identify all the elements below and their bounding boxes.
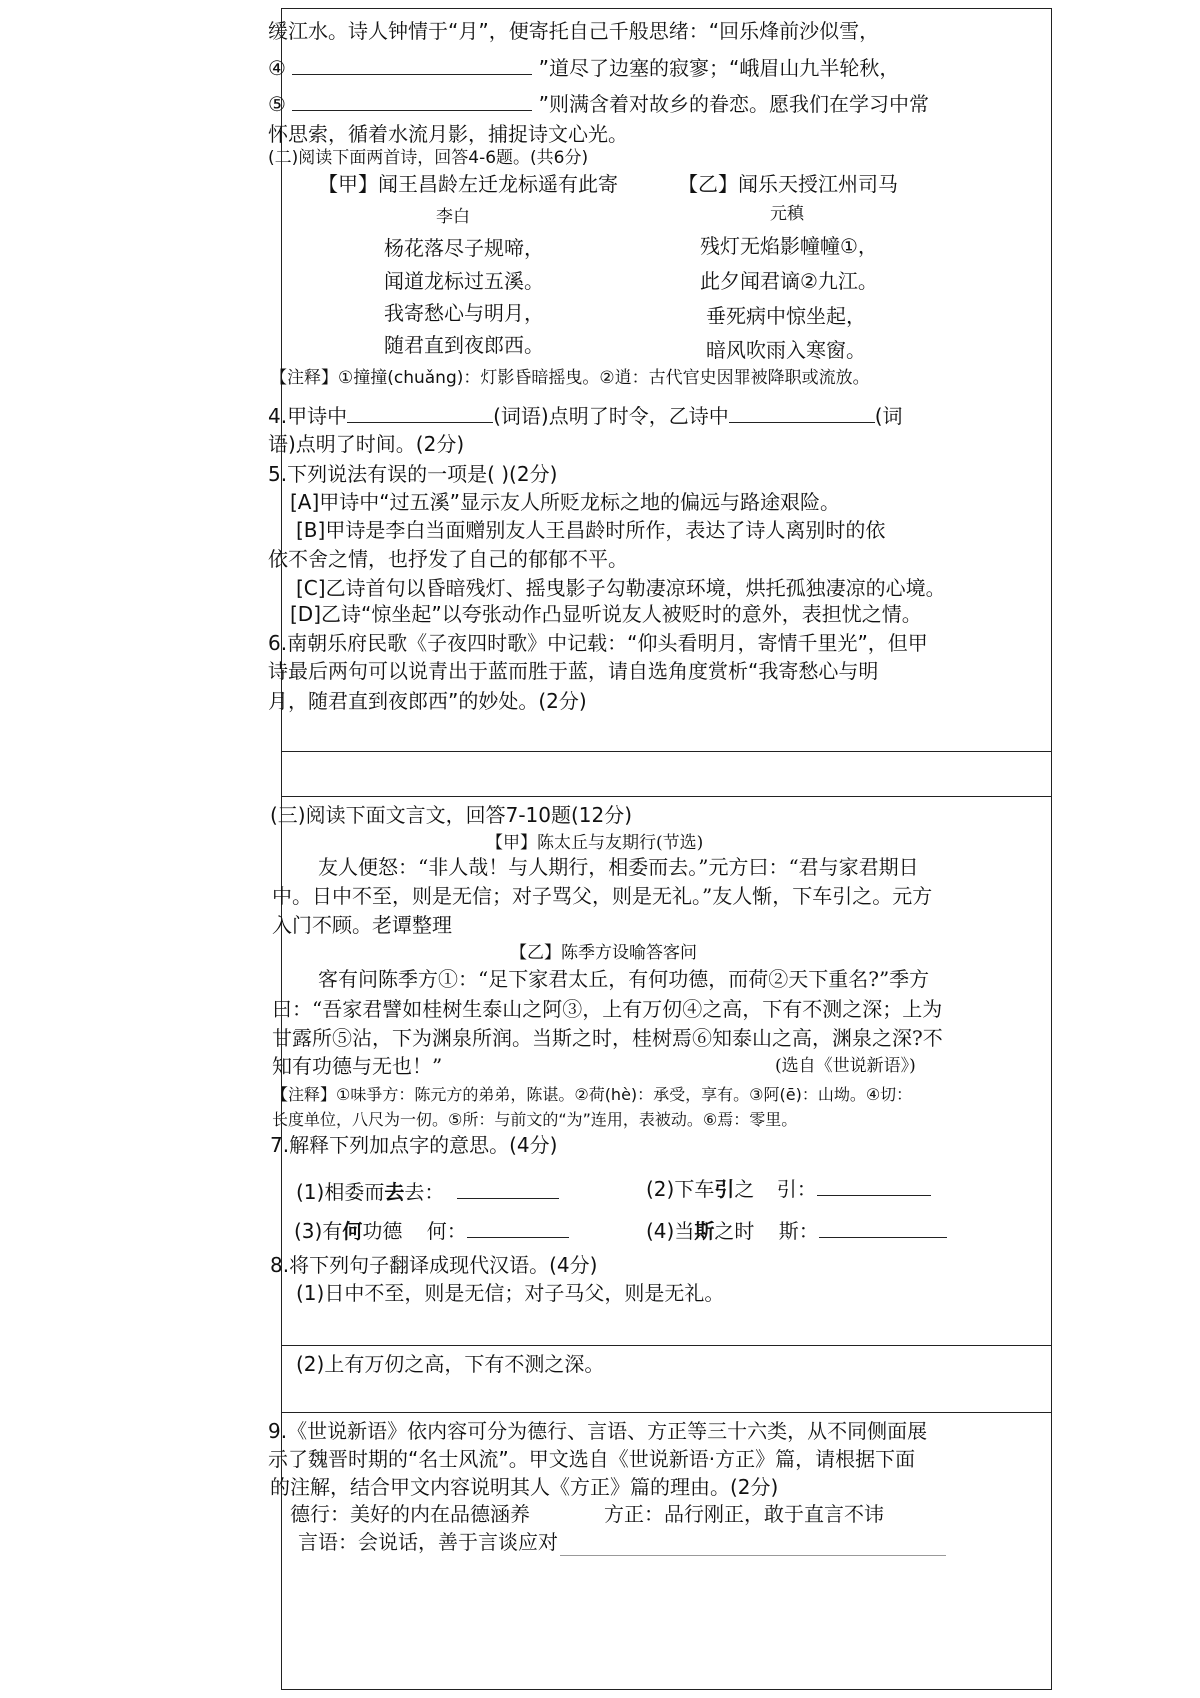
q9-line-1: 9.《世说新语》依内容可分为德行、言语、方正等三十六类，从不同侧面展 [268, 1419, 928, 1443]
poem-b-author: 元稹 [770, 204, 804, 224]
sec2-heading: (二)阅读下面两首诗，回答4-6题。(共6分) [268, 148, 589, 168]
sec3-heading: (三)阅读下面文言文，回答7-10题(12分) [270, 803, 633, 827]
q4-blank-2[interactable] [729, 404, 875, 423]
q7-1-label: 去： [404, 1180, 445, 1204]
poem-a-title: 【甲】闻王昌龄左迁龙标遥有此寄 [318, 172, 618, 196]
q7-3-text: (3)有 [294, 1219, 343, 1243]
text-a-para-1: 友人便怒：“非人哉！与人期行，相委而去。”元方曰：“君与家君期日 [318, 855, 919, 879]
q7-2-label: 引： [776, 1177, 817, 1201]
q5-stem: 5.下列说法有误的一项是( )(2分) [268, 462, 558, 486]
q4-part-b: (词语)点明了时令，乙诗中 [493, 404, 729, 428]
blank-number-4: ④ [268, 56, 286, 80]
q7-2-dotted-char: 引 [714, 1177, 735, 1201]
text-a-title: 【甲】陈太丘与友期行(节选) [486, 833, 704, 853]
q9-def-yanyu: 言语：会说话，善于言谈应对 [298, 1530, 558, 1554]
q8-sentence-1: (1)日中不至，则是无信；对子马父，则是无礼。 [296, 1281, 725, 1305]
sec1-line-3 [268, 92, 929, 116]
q5-option-b-line-2: 依不舍之情，也抒发了自己的郁郁不平。 [268, 547, 628, 571]
sec1-line-1: 缓江水。诗人钟情于“月”，便寄托自己千般思绪：“回乐烽前沙似雪， [268, 19, 880, 43]
poem-b-line-2: 此夕闻君谪②九江。 [700, 269, 878, 293]
q9-line-3: 的注解，结合甲文内容说明其人《方正》篇的理由。(2分) [270, 1475, 779, 1499]
q6-line-3: 月，随君直到夜郎西”的妙处。(2分) [268, 689, 587, 713]
q4-line-2: 语)点明了时间。(2分) [268, 432, 465, 456]
answer-blank-5[interactable] [292, 92, 532, 111]
q9-def-fangzheng: 方正：品行刚正，敢于直言不讳 [604, 1502, 884, 1526]
text-a-para-3: 入门不顾。老谭整理 [272, 913, 452, 937]
poem-a-author: 李白 [436, 207, 470, 227]
q8-1-answer-area[interactable] [283, 1310, 1050, 1344]
text-b-para-3: 甘露所⑤沾，下为渊泉所润。当斯之时，桂树焉⑥知泰山之高，渊泉之深?不 [272, 1026, 943, 1050]
text-b-para-1: 客有问陈季方①：“足下家君太丘，有何功德，而荷②天下重名?”季方 [318, 967, 930, 991]
poem-a-line-3: 我寄愁心与明月， [384, 301, 544, 325]
q7-2-text-tail: 之 [734, 1177, 755, 1201]
q7-2-answer-blank[interactable] [817, 1177, 931, 1196]
q7-item-4 [646, 1219, 947, 1243]
q7-3-label: 何： [426, 1219, 467, 1243]
poem-a-line-1: 杨花落尽子规啼， [384, 236, 544, 260]
q6-line-1: 6.南朝乐府民歌《子夜四时歌》中记载：“仰头看明月，寄情千里光”，但甲 [268, 631, 928, 655]
sec1-line-2 [268, 56, 899, 80]
q4-part-a: 4.甲诗中 [268, 404, 348, 428]
q7-1-answer-blank[interactable] [457, 1180, 559, 1199]
sec1-line-3-tail: ”则满含着对故乡的眷恋。愿我们在学习中常 [538, 92, 930, 116]
q7-4-answer-blank[interactable] [819, 1219, 947, 1238]
q5-option-c[interactable]: [C]乙诗首句以昏暗残灯、摇曳影子勾勒凄凉环境，烘托孤独凄凉的心境。 [296, 576, 946, 600]
divider-3 [281, 1345, 1052, 1346]
answer-blank-4[interactable] [292, 56, 532, 75]
q4-blank-1[interactable] [347, 404, 493, 423]
q7-3-answer-blank[interactable] [467, 1219, 569, 1238]
blank-number-5: ⑤ [268, 92, 286, 116]
q9-answer-line[interactable] [560, 1555, 946, 1556]
sec3-note-line-1: 【注释】①味爭方：陈元方的弟弟，陈谌。②荷(hè)：承受，享有。③阿(ē)：山坳。④切： [272, 1085, 913, 1104]
q7-4-dotted-char: 斯 [694, 1219, 715, 1243]
q5-option-b-line-1[interactable]: [B]甲诗是李白当面赠别友人王昌龄时所作，表达了诗人离别时的依 [296, 518, 886, 542]
q6-answer-area[interactable] [283, 753, 1050, 795]
q7-stem: 7.解释下列加点字的意思。(4分) [270, 1133, 558, 1157]
sec1-line-2-tail: ”道尽了边塞的寂寥；“峨眉山九半轮秋， [538, 56, 900, 80]
q7-item-3 [294, 1219, 569, 1243]
text-b-source: (选自《世说新语》) [775, 1056, 916, 1076]
poem-a-line-2: 闻道龙标过五溪。 [384, 269, 544, 293]
divider-2 [281, 796, 1052, 797]
q4-line-1 [268, 404, 903, 428]
q8-2-answer-area[interactable] [283, 1378, 1050, 1411]
poem-b-line-4: 暗风吹雨入寒窗。 [706, 338, 866, 362]
q7-4-text: (4)当 [646, 1219, 695, 1243]
sec3-note-line-2: 长度单位，八尺为一仞。⑤所：与前文的“为”连用，表被动。⑥焉：零里。 [272, 1110, 798, 1129]
q6-line-2: 诗最后两句可以说青出于蓝而胜于蓝，请自选角度赏析“我寄愁心与明 [268, 659, 879, 683]
poem-a-line-4: 随君直到夜郎西。 [384, 333, 544, 357]
q7-2-text: (2)下车 [646, 1177, 715, 1201]
q7-item-1 [296, 1180, 559, 1204]
q7-3-dotted-char: 何 [342, 1219, 363, 1243]
sec1-line-4: 怀思索，循着水流月影，捕捉诗文心光。 [268, 122, 628, 146]
divider-1 [281, 751, 1052, 752]
q7-3-text-tail: 功德 [362, 1219, 403, 1243]
q7-4-text-tail: 之时 [714, 1219, 755, 1243]
poem-b-line-1: 残灯无焰影幢幢①， [700, 234, 878, 258]
text-b-title: 【乙】陈季方设喻答客问 [510, 943, 697, 963]
sec2-note: 【注释】①撞撞(chuǎng)：灯影昏暗摇曳。②逍：古代官史因罪被降职或流放。 [270, 368, 870, 388]
q5-option-d[interactable]: [D]乙诗“惊坐起”以夸张动作凸显听说友人被贬时的意外，表担忧之情。 [290, 602, 922, 626]
text-b-para-4: 知有功德与无也！” [272, 1054, 443, 1078]
q7-1-dotted-char: 去 [384, 1180, 405, 1204]
text-a-para-2: 中。日中不至，则是无信；对子骂父，则是无礼。”友人惭，下车引之。元方 [272, 884, 933, 908]
q8-sentence-2: (2)上有万仞之高，下有不测之深。 [296, 1352, 605, 1376]
q8-stem: 8.将下列句子翻译成现代汉语。(4分) [270, 1253, 598, 1277]
q9-line-2: 示了魏晋时期的“名士风流”。甲文选自《世说新语·方正》篇，请根据下面 [268, 1447, 916, 1471]
q7-item-2 [646, 1177, 931, 1201]
q7-1-text: (1)相委而 [296, 1180, 385, 1204]
q9-def-dexing: 德行：美好的内在品德涵养 [290, 1502, 530, 1526]
divider-4 [281, 1412, 1052, 1413]
q7-4-label: 斯： [778, 1219, 819, 1243]
q4-part-c: (词 [874, 404, 903, 428]
text-b-para-2: 曰：“吾家君譬如桂树生泰山之阿③，上有万仞④之高，下有不测之深；上为 [272, 997, 943, 1021]
poem-b-line-3: 垂死病中惊坐起， [706, 304, 866, 328]
poem-b-title: 【乙】闻乐天授江州司马 [678, 172, 898, 196]
q5-option-a[interactable]: [A]甲诗中“过五溪”显示友人所贬龙标之地的偏远与路途艰险。 [290, 490, 841, 514]
